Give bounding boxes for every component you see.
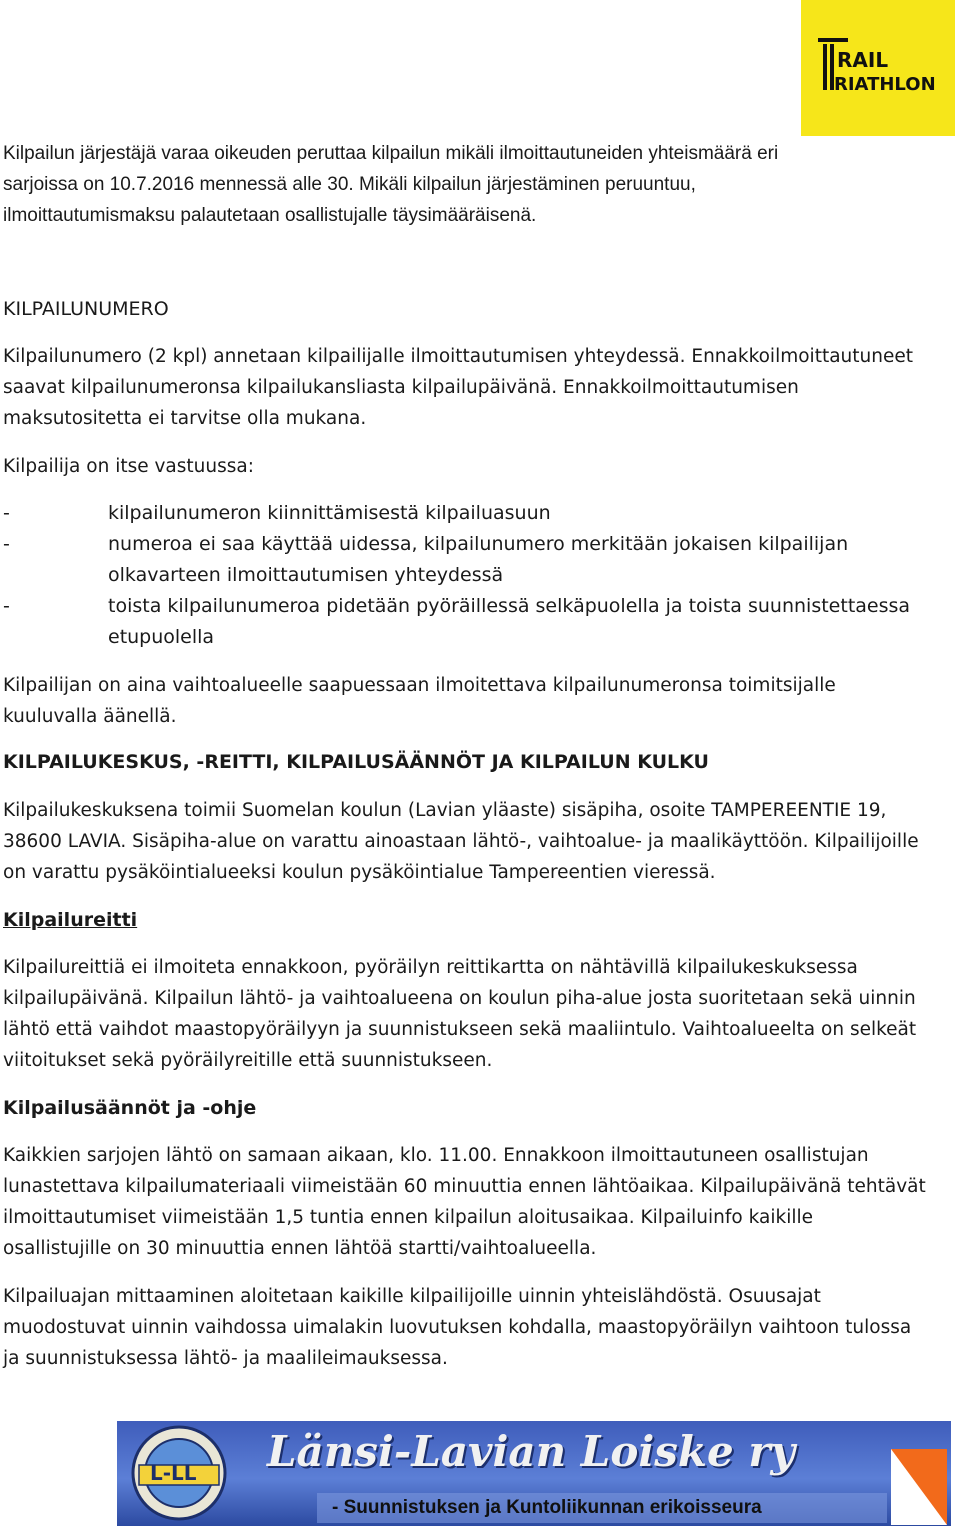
list-item [3,529,910,591]
text-line: osallistujille on 30 minuuttia ennen lähtöä startti/vaihtoalueella. [3,1238,597,1259]
text-line: Kilpailun järjestäjä varaa oikeuden peruttaa kilpailun mikäli ilmoittautuneiden yhteismäärä eri [3,143,779,164]
text-line: viitoitukset sekä pyöräilyreitille että suunnistukseen. [3,1050,493,1071]
text-line: maksutositetta ei tarvitse olla mukana. [3,408,367,429]
text-line: toista kilpailunumeroa pidetään pyöräillessä selkäpuolella ja toista suunnistettaessa [108,595,911,617]
text-line: ja suunnistuksessa lähtö- ja maalileimauksessa. [3,1348,448,1369]
list-item [3,498,910,529]
section-heading-kilpailunumero: KILPAILUNUMERO [3,298,169,320]
trail-triathlon-logo-graphic [801,0,955,136]
svg-text:RAIL: RAIL [837,48,889,72]
list-dash: - [3,595,10,617]
text-line: Kilpailija on itse vastuussa: [3,456,254,477]
section-heading-kilpailusaannot: Kilpailusäännöt ja -ohje [3,1097,257,1119]
trail-triathlon-logo [801,0,955,136]
text-line: ilmoittautumiset viimeistään 1,5 tuntia ennen kilpailun aloitusaikaa. Kilpailuinfo kaikille [3,1207,813,1228]
text-line: kilpailunumeron kiinnittämisestä kilpailuasuun [108,502,551,524]
kilpailusaannot-paragraph-2 [3,1281,955,1374]
text-line: kilpailupäivänä. Kilpailun lähtö- ja vaihtoalueena on koulun piha-alue josta suoritetaan sekä uinnin [3,988,916,1009]
text-line: olkavarteen ilmoittautumisen yhteydessä [108,564,504,586]
text-line: Kilpailijan on aina vaihtoalueelle saapuessaan ilmoitettava kilpailunumeronsa toimitsijalle [3,675,836,696]
section-heading-kilpailukeskus: KILPAILUKESKUS, -REITTI, KILPAILUSÄÄNNÖT JA KILPAILUN KULKU [3,751,709,773]
text-line: Kilpailuajan mittaaminen aloitetaan kaikille kilpailijoille uinnin yhteislähdöstä. Osuusajat [3,1286,821,1307]
badge-text: L-LL [150,1461,197,1485]
banner-subtitle: - Suunnistuksen ja Kuntoliikunnan erikoisseura [332,1497,762,1518]
kilpailunumero-paragraph [3,341,955,434]
kilpailunumero-closing [3,670,955,732]
responsibility-list [3,498,910,653]
kilpailureitti-paragraph [3,952,955,1076]
text-line: lunastettava kilpailumateriaali viimeistään 60 minuuttia ennen lähtöaikaa. Kilpailupäivänä tehtävät [3,1176,926,1197]
text-line: sarjoissa on 10.7.2016 mennessä alle 30. Mikäli kilpailun järjestäminen peruuntuu, [3,174,696,195]
list-dash: - [3,502,10,524]
text-line: Kilpailunumero (2 kpl) annetaan kilpailijalle ilmoittautumisen yhteydessä. Ennakkoilmoittautuneet [3,346,913,367]
kilpailukeskus-paragraph [3,795,955,888]
text-line: Kilpailureittiä ei ilmoiteta ennakkoon, pyöräilyn reittikartta on nähtävillä kilpailukeskuksessa [3,957,858,978]
list-dash: - [3,533,10,555]
section-heading-kilpailureitti: Kilpailureitti [3,909,138,931]
banner-title: Länsi-Lavian Loiske ry [267,1427,795,1476]
text-line: 38600 LAVIA. Sisäpiha-alue on varattu ainoastaan lähtö-, vaihtoalue- ja maalikäyttöön. Kilpailijoille [3,831,919,852]
text-line: kuuluvalla äänellä. [3,706,177,727]
text-line: numeroa ei saa käyttää uidessa, kilpailunumero merkitään jokaisen kilpailijan [108,533,849,555]
list-item [3,591,910,653]
responsibility-intro [3,451,955,482]
text-line: Kaikkien sarjojen lähtö on samaan aikaan, klo. 11.00. Ennakkoon ilmoittautuneen osallistujan [3,1145,869,1166]
svg-text:RIATHLON: RIATHLON [834,74,936,95]
text-line: Kilpailukeskuksena toimii Suomelan koulun (Lavian yläaste) sisäpiha, osoite TAMPEREENTIE 19, [3,800,887,821]
text-line: saavat kilpailunumeronsa kilpailukansliasta kilpailupäivänä. Ennakkoilmoittautumisen [3,377,799,398]
text-line: etupuolella [108,626,215,648]
text-line: lähtö että vaihdot maastopyöräilyyn ja suunnistukseen sekä maaliintulo. Vaihtoalueelta on selkeät [3,1019,917,1040]
cancellation-paragraph [3,138,955,231]
text-line: on varattu pysäköintialueeksi koulun pysäköintialue Tampereentien vieressä. [3,862,716,883]
text-line: muodostuvat uinnin vaihdossa uimalakin luovutuksen kohdalla, maastopyöräilyn vaihtoon tulossa [3,1317,912,1338]
lansi-lavian-loiske-banner [117,1421,951,1526]
text-line: ilmoittautumismaksu palautetaan osallistujalle täysimääräisenä. [3,205,537,226]
kilpailusaannot-paragraph-1 [3,1140,955,1264]
